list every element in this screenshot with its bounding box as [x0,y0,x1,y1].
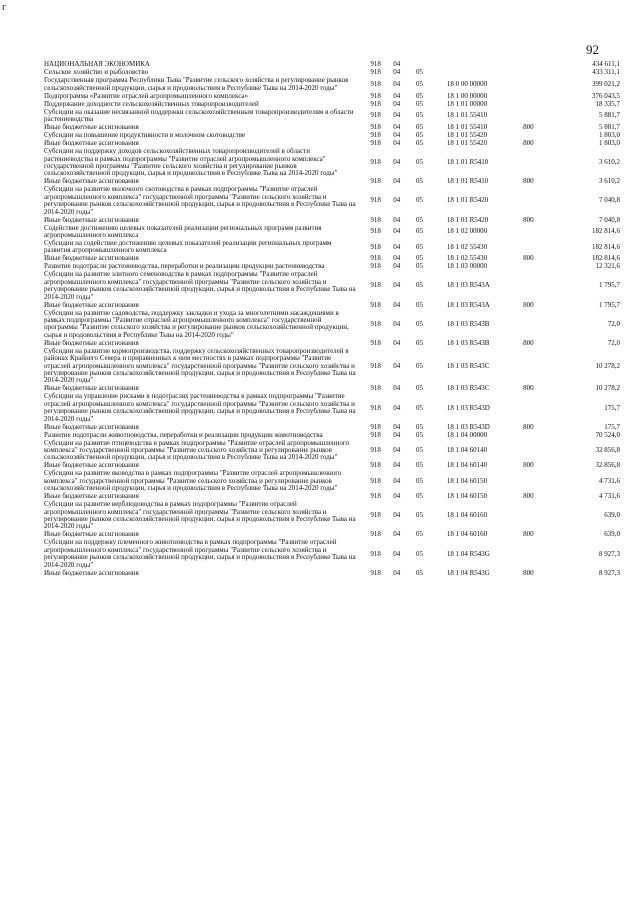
target-article-code: 18 1 01 R5410 [446,177,489,186]
section-code: 04 [393,99,401,108]
section-code: 04 [393,568,401,577]
amount: 4 731,6 [599,492,620,501]
target-article-code: 18 1 04 60140 [446,446,488,455]
row-description: Иные бюджетные ассигнования [44,530,139,539]
row-description: Субсидии на развитие кормопроизводства, поддержку сельскохозяйственных товаропроизводителей в районах Крайнего Севера и приравненных к ним местностях в рамках подпрограммы "Развитие отраслей агропромышленного комплекса" государственной программы "Развитие сельского хозяйства и регулирование рынков сельскохозяйственной продукции, сырья и продовольствия в Республике Тыва на 2014-2020 годы" [44,346,356,385]
section-code: 04 [393,300,401,309]
section-code: 04 [393,111,401,120]
target-article-code: 18 1 01 R5420 [446,196,489,205]
subsection-code: 05 [415,139,423,148]
amount: 72,0 [607,319,620,328]
row-description: Субсидии на развитие птицеводства в рамках подпрограммы "Развитие отраслей агропромышленного комплекса" государственной программы "Развитие сельского хозяйства и регулирование рынков сельскохозяйственной продукции, сырья и продовольствия в Республике Тыва на 2014-2020 годы" [44,438,350,462]
expense-type-code: 800 [523,461,534,470]
corner-mark: г [2,1,7,13]
row-description: Поддержание доходности сельскохозяйственных товаропроизводителей [44,99,259,108]
row-description: Субсидии на поддержку племенного животноводства в рамках подпрограммы "Развитие отраслей агропромышленного комплекса" государственной программы "Развитие сельского хозяйства и регулирование рынков сельскохозяйственной продукции, сырья и продовольствия в Республике Тыва на 2014-2020 годы" [44,538,356,569]
expense-type-code [523,186,560,216]
section-code: 04 [393,319,401,328]
subsection-code: 05 [415,446,423,455]
amount: 7 040,8 [599,196,620,205]
expense-type-code [523,501,560,531]
row-description: Субсидии на развитие верблюдоводства в рамках подпрограммы "Развитие отраслей агропромышленного комплекса" государственной программы "Развитие сельского хозяйства и регулирование рынков сельскохозяйственной продукции, сырья и продовольствия в Республике Тыва на 2014-2020 годы" [44,500,356,531]
target-article-code: 18 1 03 R543D [446,403,490,412]
amount: 1 795,7 [599,300,620,309]
row-description: Субсидии на содействие достижению целевых показателей реализации региональных программ развития агропромышленного комплекса [44,238,332,255]
subsection-code: 05 [415,254,423,263]
target-article-code: 18 1 02 00000 [446,227,488,236]
table-row [44,240,620,255]
ministry-code: 918 [370,568,381,577]
expense-type-code [523,224,560,239]
amount: 175,7 [604,422,620,431]
row-description: Развитие подотрасли животноводства, переработки и реализации продукции животноводства [44,430,323,439]
expense-type-code [523,148,560,178]
subsection-code: 05 [415,549,423,558]
subsection-code: 05 [415,111,423,120]
amount: 182 814,6 [592,227,620,236]
ministry-code: 918 [370,111,381,120]
ministry-code: 918 [370,549,381,558]
section-code: 04 [393,123,401,132]
ministry-code: 918 [370,139,381,148]
section-code: 04 [393,158,401,167]
table-row [44,501,620,531]
target-article-code: 18 1 01 55410 [446,123,488,132]
section-code: 04 [393,60,401,69]
subsection-code: 05 [415,99,423,108]
amount: 10 278,2 [595,384,620,393]
amount: 4 731,6 [599,476,620,485]
target-article-code: 18 1 04 R543G [446,568,490,577]
amount: 1 803,0 [599,139,620,148]
section-code: 04 [393,511,401,520]
amount: 8 927,3 [599,549,620,558]
section-code: 04 [393,549,401,558]
expense-type-code [523,393,560,423]
ministry-code: 918 [370,530,381,539]
row-description: Субсидии на оказание несвязанной поддержки сельскохозяйственным товаропроизводителям в области растениеводства [44,107,354,124]
row-description: Иные бюджетные ассигнования [44,568,139,577]
subsection-code: 05 [415,511,423,520]
ministry-code: 918 [370,196,381,205]
ministry-code: 918 [370,227,381,236]
section-code: 04 [393,68,401,77]
expense-type-code: 800 [523,139,534,148]
ministry-code: 918 [370,492,381,501]
ministry-code: 918 [370,403,381,412]
target-article-code: 18 1 04 60160 [446,511,488,520]
ministry-code: 918 [370,242,381,251]
row-description: Субсидии на повышение продуктивности в молочном скотоводстве [44,131,246,140]
row-description: НАЦИОНАЛЬНАЯ ЭКОНОМИКА [44,60,150,69]
table-row [44,224,620,239]
ministry-code: 918 [370,361,381,370]
amount: 182 814,6 [592,254,620,263]
amount: 12 321,6 [595,262,620,271]
expense-type-code: 800 [523,422,534,431]
expense-type-code: 800 [523,338,534,347]
target-article-code: 18 1 03 00000 [446,262,488,271]
amount: 10 278,2 [595,361,620,370]
subsection-code: 05 [415,422,423,431]
target-article-code: 18 1 01 R5410 [446,158,489,167]
target-article-code: 18 1 04 60160 [446,530,488,539]
section-code: 04 [393,430,401,439]
row-description: Субсидии на управление рисками в подотраслях растениеводства в рамках подпрограммы "Развитие отраслей агропромышленного комплекса" государственной программы "Развитие сельского хозяйства и регулирование рынков сельскохозяйственной продукции, сырья и продовольствия в Республике Тыва на 2014-2020 годы" [44,392,356,423]
target-article-code: 18 1 02 55430 [446,254,488,263]
amount: 434 611,1 [592,60,620,69]
table-row [44,77,620,92]
expense-type-code: 800 [523,215,534,224]
amount: 175,7 [604,403,620,412]
table-row [44,309,620,339]
section-code: 04 [393,131,401,140]
row-description: Субсидии на развитие садоводства, поддержку закладки и ухода за многолетними насаждениями в рамках подпрограммы "Развитие отраслей агропромышленного комплекса" государственной программы "Развитие сельского хозяйства и регулирование рынков сельскохозяйственной продукции, сырья и продовольствия в Республике Тыва на 2014-2020 годы" [44,308,349,339]
section-code: 04 [393,91,401,100]
expense-type-code [523,69,560,77]
target-article-code: 18 1 03 R543D [446,422,490,431]
ministry-code: 918 [370,158,381,167]
target-article-code: 18 0 00 00000 [446,80,488,88]
subsection-code: 05 [415,227,423,236]
section-code: 04 [393,476,401,485]
expense-type-code: 800 [523,300,534,309]
amount: 639,0 [604,511,620,520]
table-row [44,186,620,216]
expense-type-code [523,77,560,92]
subsection-code: 05 [415,242,423,251]
amount: 3 610,2 [599,177,620,186]
ministry-code: 918 [370,80,381,88]
expense-type-code [523,100,560,108]
subsection-code: 05 [415,177,423,186]
expense-type-code [523,61,560,69]
target-article-code: 18 1 04 00000 [446,430,488,439]
expense-type-code: 800 [523,384,534,393]
ministry-code: 918 [370,68,381,77]
section-code: 04 [393,196,401,205]
section-code: 04 [393,338,401,347]
expense-type-code [523,92,560,100]
amount: 7 040,8 [599,215,620,224]
amount: 5 881,7 [599,111,620,120]
amount: 18 335,7 [595,99,620,108]
ministry-code: 918 [370,446,381,455]
subsection-code: 05 [415,68,423,77]
subsection-code: 05 [415,384,423,393]
row-description: Иные бюджетные ассигнования [44,461,139,470]
expense-type-code [523,240,560,255]
ministry-code: 918 [370,430,381,439]
row-description: Иные бюджетные ассигнования [44,177,139,186]
subsection-code: 05 [415,361,423,370]
subsection-code: 05 [415,215,423,224]
ministry-code: 918 [370,254,381,263]
amount: 1 803,0 [599,131,620,140]
amount: 433 311,1 [592,68,620,77]
ministry-code: 918 [370,461,381,470]
ministry-code: 918 [370,511,381,520]
ministry-code: 918 [370,319,381,328]
subsection-code: 05 [415,430,423,439]
section-code: 04 [393,262,401,271]
subsection-code: 05 [415,403,423,412]
target-article-code [447,69,523,77]
expense-type-code [523,271,560,301]
table-row [44,539,620,569]
amount: 1 795,7 [599,281,620,290]
target-article-code: 18 1 00 00000 [446,91,488,100]
table-row [44,569,620,577]
target-article-code: 18 1 02 55430 [446,242,488,251]
target-article-code: 18 1 03 R543B [446,338,490,347]
subsection-code: 05 [415,158,423,167]
target-article-code: 18 1 04 R543G [446,549,490,558]
amount: 376 043,5 [592,91,620,100]
target-article-code: 18 1 01 R5420 [446,215,489,224]
subsection-code: 05 [415,319,423,328]
ministry-code: 918 [370,422,381,431]
ministry-code: 918 [370,215,381,224]
subsection-code: 05 [415,196,423,205]
row-description: Субсидии на развитие молочного скотоводства в рамках подпрограммы "Развитие отраслей агропромышленного комплекса" государственной программы "Развитие сельского хозяйства и регулирование рынков сельскохозяйственной продукции, сырья и продовольствия в Республике Тыва на 2014-2020 годы" [44,185,356,216]
ministry-code: 918 [370,476,381,485]
section-code: 04 [393,254,401,263]
expense-type-code: 800 [523,530,534,539]
subsection-code: 05 [415,123,423,132]
expense-type-code: 800 [523,177,534,186]
expense-type-code [523,108,560,123]
subsection-code: 05 [415,568,423,577]
table-row [44,439,620,462]
target-article-code: 18 1 03 R543C [446,384,490,393]
section-code: 04 [393,403,401,412]
ministry-code: 918 [370,99,381,108]
section-code: 04 [393,227,401,236]
ministry-code: 918 [370,123,381,132]
ministry-code: 918 [370,384,381,393]
subsection-code: 05 [415,461,423,470]
expense-type-code [523,539,560,569]
target-article-code: 18 1 03 R543C [446,361,490,370]
target-article-code: 18 1 03 R543A [446,300,490,309]
row-description: Иные бюджетные ассигнования [44,384,139,393]
ministry-code: 918 [370,300,381,309]
expense-type-code: 800 [523,254,534,263]
ministry-code: 918 [370,131,381,140]
target-article-code [447,61,523,69]
section-code: 04 [393,139,401,148]
ministry-code: 918 [370,91,381,100]
section-code: 04 [393,461,401,470]
amount: 5 881,7 [599,123,620,132]
ministry-code: 918 [370,60,381,69]
target-article-code: 18 1 03 R543B [446,319,490,328]
expense-type-code [523,263,560,271]
subsection-code: 05 [415,476,423,485]
table-row [44,108,620,123]
subsection-code: 05 [415,131,423,140]
target-article-code: 18 1 03 R543A [446,281,490,290]
section-code: 04 [393,281,401,290]
target-article-code: 18 1 01 00000 [446,99,488,108]
target-article-code: 18 1 04 60150 [446,492,488,501]
subsection-code: 05 [415,492,423,501]
section-code: 04 [393,361,401,370]
budget-table-body [44,61,620,577]
row-description: Иные бюджетные ассигнования [44,215,139,224]
expense-type-code [523,309,560,339]
row-description: Сельское хозяйство и рыболовство [44,68,149,77]
row-description: Субсидии на поддержку доходов сельскохозяйственных товаропроизводителей в области растениеводства в рамках подпрограммы "Развитие отраслей агропромышленного комплекса" государственной программы "Развитие сельского хозяйства и регулирование рынков сельскохозяйственной продукции, сырья и продовольствия в Республике Тыва на 2014-2020 годы" [44,147,338,178]
target-article-code: 18 1 04 60140 [446,461,488,470]
budget-table [44,61,620,577]
section-code: 04 [393,215,401,224]
section-code: 04 [393,492,401,501]
section-code: 04 [393,80,401,88]
amount: 639,0 [604,530,620,539]
row-description: Содействие достижению целевых показателей реализации региональных программ развития агропромышленного комплекса [44,223,322,239]
subsection-code: 05 [415,80,423,88]
target-article-code: 18 1 01 55420 [446,139,488,148]
table-row [44,393,620,423]
amount: 70 524,0 [595,430,620,439]
target-article-code: 18 1 01 55420 [446,131,488,140]
subsection-code: 05 [415,338,423,347]
ministry-code: 918 [370,262,381,271]
ministry-code: 918 [370,177,381,186]
subsection-code: 05 [415,281,423,290]
page-number: 92 [586,42,599,57]
ministry-code: 918 [370,338,381,347]
expense-type-code [523,439,560,462]
row-description: Подпрограмма «Развитие отраслей агропромышленного комплекса» [44,91,249,100]
section-code: 04 [393,446,401,455]
section-code: 04 [393,177,401,186]
expense-type-code [523,431,560,439]
expense-type-code [523,348,560,386]
expense-type-code: 800 [523,492,534,501]
amount: 72,0 [607,338,620,347]
amount: 8 927,3 [599,568,620,577]
table-row [44,148,620,178]
row-description: Иные бюджетные ассигнования [44,123,139,132]
section-code: 04 [393,422,401,431]
expense-type-code: 800 [523,123,534,132]
row-description: Иные бюджетные ассигнования [44,300,139,309]
subsection-code: 05 [415,262,423,271]
ministry-code: 918 [370,281,381,290]
row-description: Иные бюджетные ассигнования [44,338,139,347]
row-description: Иные бюджетные ассигнования [44,492,139,501]
section-code: 04 [393,242,401,251]
table-row [44,470,620,493]
row-description: Субсидии на развитие яководства в рамках подпрограммы "Развитие отраслей агропромышленного комплекса" государственной программы "Развитие сельского хозяйства и регулирование рынков сельскохозяйственной продукции, сырья и продовольствия в Республике Тыва на 2014-2020 годы" [44,469,342,493]
amount: 32 856,8 [595,461,620,470]
subsection-code: 05 [415,91,423,100]
row-description: Иные бюджетные ассигнования [44,422,139,431]
amount: 399 021,2 [592,80,620,88]
section-code: 04 [393,384,401,393]
target-article-code: 18 1 04 60150 [446,476,488,485]
expense-type-code: 800 [523,568,534,577]
target-article-code: 18 1 01 55410 [446,111,488,120]
row-description: Иные бюджетные ассигнования [44,139,139,148]
amount: 3 610,2 [599,158,620,167]
subsection-code: 05 [415,300,423,309]
table-row [44,271,620,301]
table-row [44,348,620,386]
amount: 32 856,8 [595,446,620,455]
expense-type-code [523,470,560,493]
subsection-code: 05 [415,530,423,539]
amount: 182 814,6 [592,242,620,251]
row-description: Иные бюджетные ассигнования [44,254,139,263]
row-description: Государственная программа Республики Тыва "Развитие сельского хозяйства и регулирование рынков сельскохозяйственной продукции, сырья и продовольствия в Республике Тыва на 2014-2020 годы" [44,76,349,92]
section-code: 04 [393,530,401,539]
row-description: Субсидии на развитие элитного семеноводства в рамках подпрограммы "Развитие отраслей агропромышленного комплекса" государственной программы "Развитие сельского хозяйства и регулирование рынков сельскохозяйственной продукции, сырья и продовольствия в Республике Тыва на 2014-2020 годы" [44,270,356,301]
row-description: Развитие подотрасли растениеводства, переработки и реализации продукции растениеводства [44,262,325,271]
